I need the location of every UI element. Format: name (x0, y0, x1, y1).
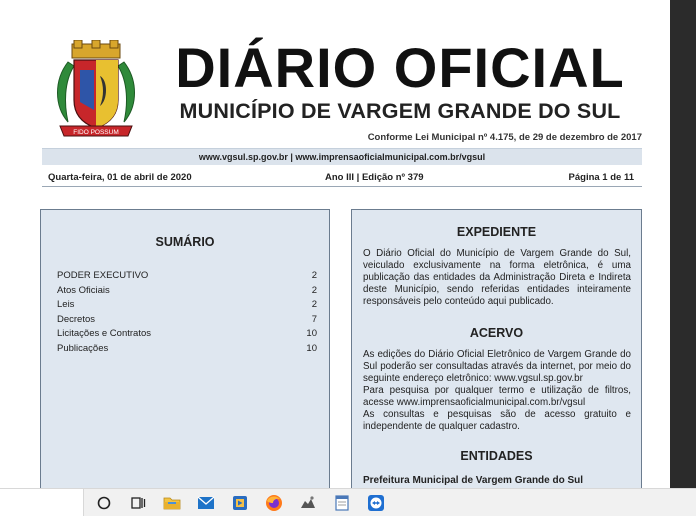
municipal-crest-icon (50, 40, 142, 140)
expediente-box (351, 209, 642, 488)
page-number: Página 1 de 11 (568, 172, 634, 183)
entity-name: Prefeitura Municipal de Vargem Grande do Sul (363, 475, 584, 486)
teamviewer-icon[interactable] (366, 493, 386, 513)
task-view-icon[interactable] (128, 493, 148, 513)
newspaper-title: DIÁRIO OFICIAL (175, 36, 625, 99)
file-explorer-icon[interactable] (162, 493, 182, 513)
game-app-icon[interactable] (298, 493, 318, 513)
firefox-icon[interactable] (264, 493, 284, 513)
entidades-title: ENTIDADES (460, 449, 533, 463)
masthead (150, 36, 650, 123)
website-urls: www.vgsul.sp.gov.br | www.imprensaoficialmunicipal.com.br/vgsul (42, 148, 642, 165)
edition-number: Ano III | Edição nº 379 (325, 172, 424, 183)
summary-item[interactable]: Atos Oficiais 2 (57, 284, 317, 296)
summary-item[interactable]: PODER EXECUTIVO 2 (57, 270, 317, 281)
summary-item[interactable]: Leis 2 (57, 299, 317, 311)
acervo-text: As edições do Diário Oficial Eletrônico de Vargem Grande do Sul poderão ser consultadas através da internet, por meio do seguinte endereço eletrônico: www.vgsul.sp.gov.br Para pesquisa por qualquer termo e utilização de filtros, acesse www.imprensaoficialmunicipal.com.br/vgsul As consultas e pesquisas são de acesso gratuito e independente de qualquer cadastro. (363, 349, 631, 432)
summary-item[interactable]: Publicações 10 (57, 342, 317, 354)
notepad-icon[interactable] (332, 493, 352, 513)
summary-box (40, 209, 330, 488)
media-player-icon[interactable] (230, 493, 250, 513)
summary-item[interactable]: Decretos 7 (57, 313, 317, 325)
municipality-subtitle: MUNICÍPIO DE VARGEM GRANDE DO SUL (179, 99, 621, 123)
summary-item[interactable]: Licitações e Contratos 10 (57, 328, 317, 340)
acervo-title: ACERVO (469, 326, 524, 340)
cortana-circle-icon[interactable] (94, 493, 114, 513)
taskbar (0, 488, 696, 516)
taskbar-search-area[interactable] (0, 489, 84, 516)
window-edge (670, 0, 696, 488)
expediente-text: O Diário Oficial do Município de Vargem Grande do Sul, veiculado exclusivamente na forma eletrônica, é uma publicação das entidades da Administração Direta e Indireta deste Município, sendo referidas entidades inteiramente responsáveis pelo conteúdo aqui publicado. (363, 248, 631, 307)
edition-date: Quarta-feira, 01 de abril de 2020 (48, 172, 192, 183)
law-reference: Conforme Lei Municipal nº 4.175, de 29 de dezembro de 2017 (367, 132, 642, 143)
summary-list (41, 269, 329, 357)
summary-title: SUMÁRIO (155, 235, 215, 249)
edition-info-bar (42, 169, 642, 187)
mail-icon[interactable] (196, 493, 216, 513)
crest-motto: FIDO POSSUM (73, 129, 119, 136)
expediente-title: EXPEDIENTE (456, 225, 537, 239)
